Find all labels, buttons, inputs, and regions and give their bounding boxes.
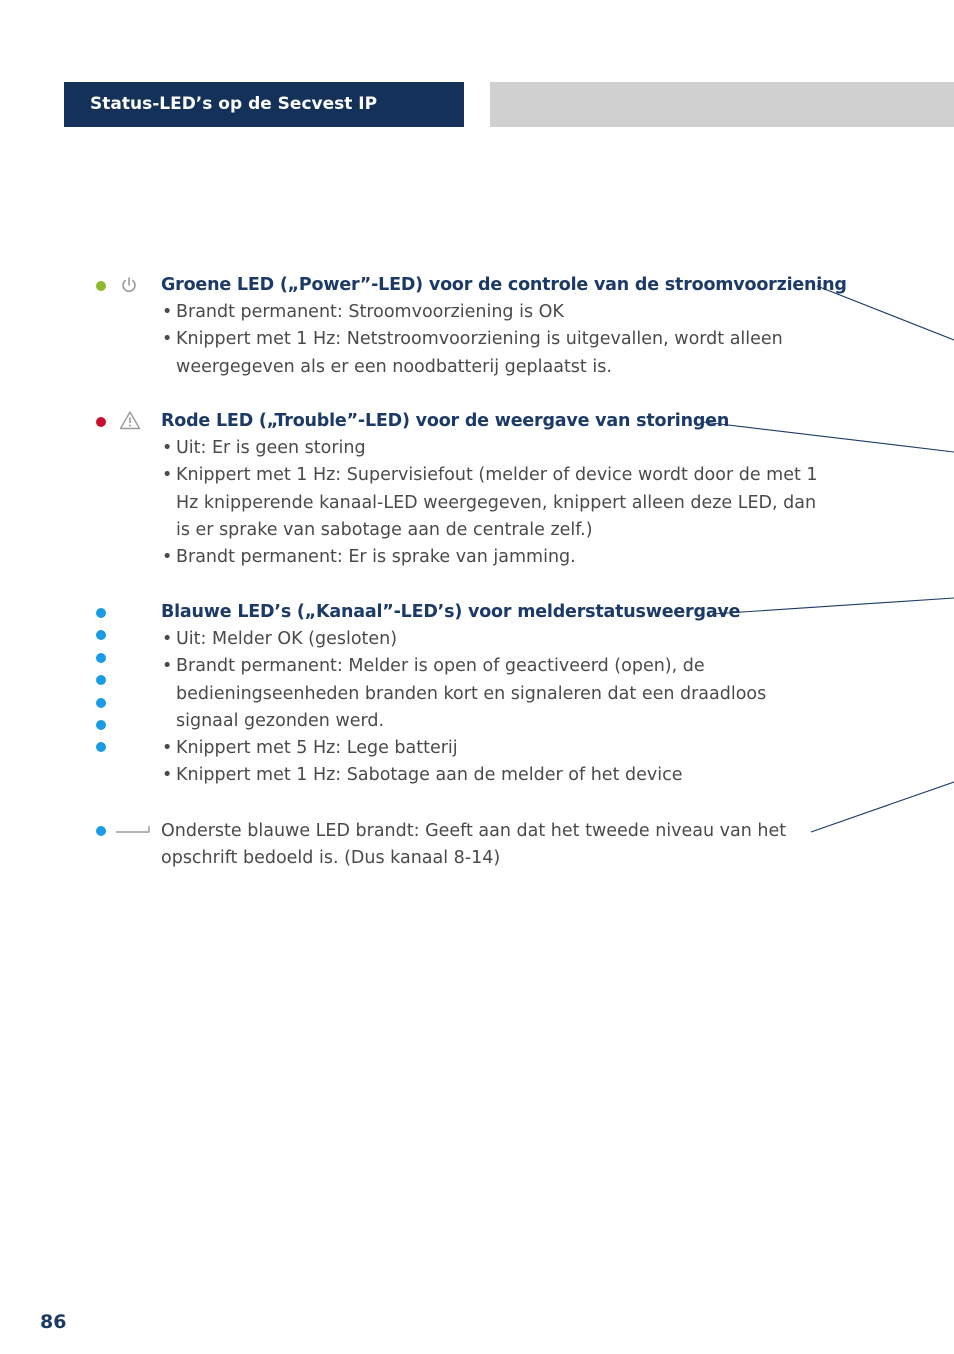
trouble-led-heading: Rode LED („Trouble”-LED) voor de weergave van storingen <box>161 411 730 431</box>
page-number: 86 <box>40 1311 67 1333</box>
bottom-connector-line <box>811 782 954 832</box>
power-connector-line <box>817 286 954 340</box>
list-item: • Brandt permanent: Er is sprake van jamming. <box>161 544 831 571</box>
channel-led-heading: Blauwe LED’s („Kanaal”-LED’s) voor melderstatusweergave <box>161 602 741 622</box>
list-item: • Knippert met 5 Hz: Lege batterij <box>161 735 831 762</box>
section-header-title: Status-LED’s op de Secvest IP <box>90 94 378 114</box>
power-led-heading: Groene LED („Power”-LED) voor de controle van de stroomvoorziening <box>161 275 847 295</box>
list-item: • Knippert met 1 Hz: Netstroomvoorziening is uitgevallen, wordt alleen weergegeven als er een noodbatterij geplaatst is. <box>161 326 831 381</box>
list-item: • Uit: Melder OK (gesloten) <box>161 626 831 653</box>
trouble-connector-line <box>703 422 954 452</box>
list-item: • Knippert met 1 Hz: Sabotage aan de melder of het device <box>161 762 831 789</box>
list-item: • Uit: Er is geen storing <box>161 435 831 462</box>
list-item: • Brandt permanent: Stroomvoorziening is OK <box>161 299 831 326</box>
list-item: • Brandt permanent: Melder is open of geactiveerd (open), de bedieningseenheden branden kort en signaleren dat een draadloos signaal gezonden werd. <box>161 653 831 735</box>
channel-connector-line <box>712 598 954 614</box>
list-item: • Knippert met 1 Hz: Supervisiefout (melder of device wordt door de met 1 Hz knipperende kanaal-LED weergegeven, knippert alleen deze LED, dan is er sprake van sabotage aan de centrale zelf.) <box>161 462 831 544</box>
bottom-led-note-text: Onderste blauwe LED brandt: Geeft aan dat het tweede niveau van het opschrift bedoeld is. (Dus kanaal 8-14) <box>161 821 787 869</box>
